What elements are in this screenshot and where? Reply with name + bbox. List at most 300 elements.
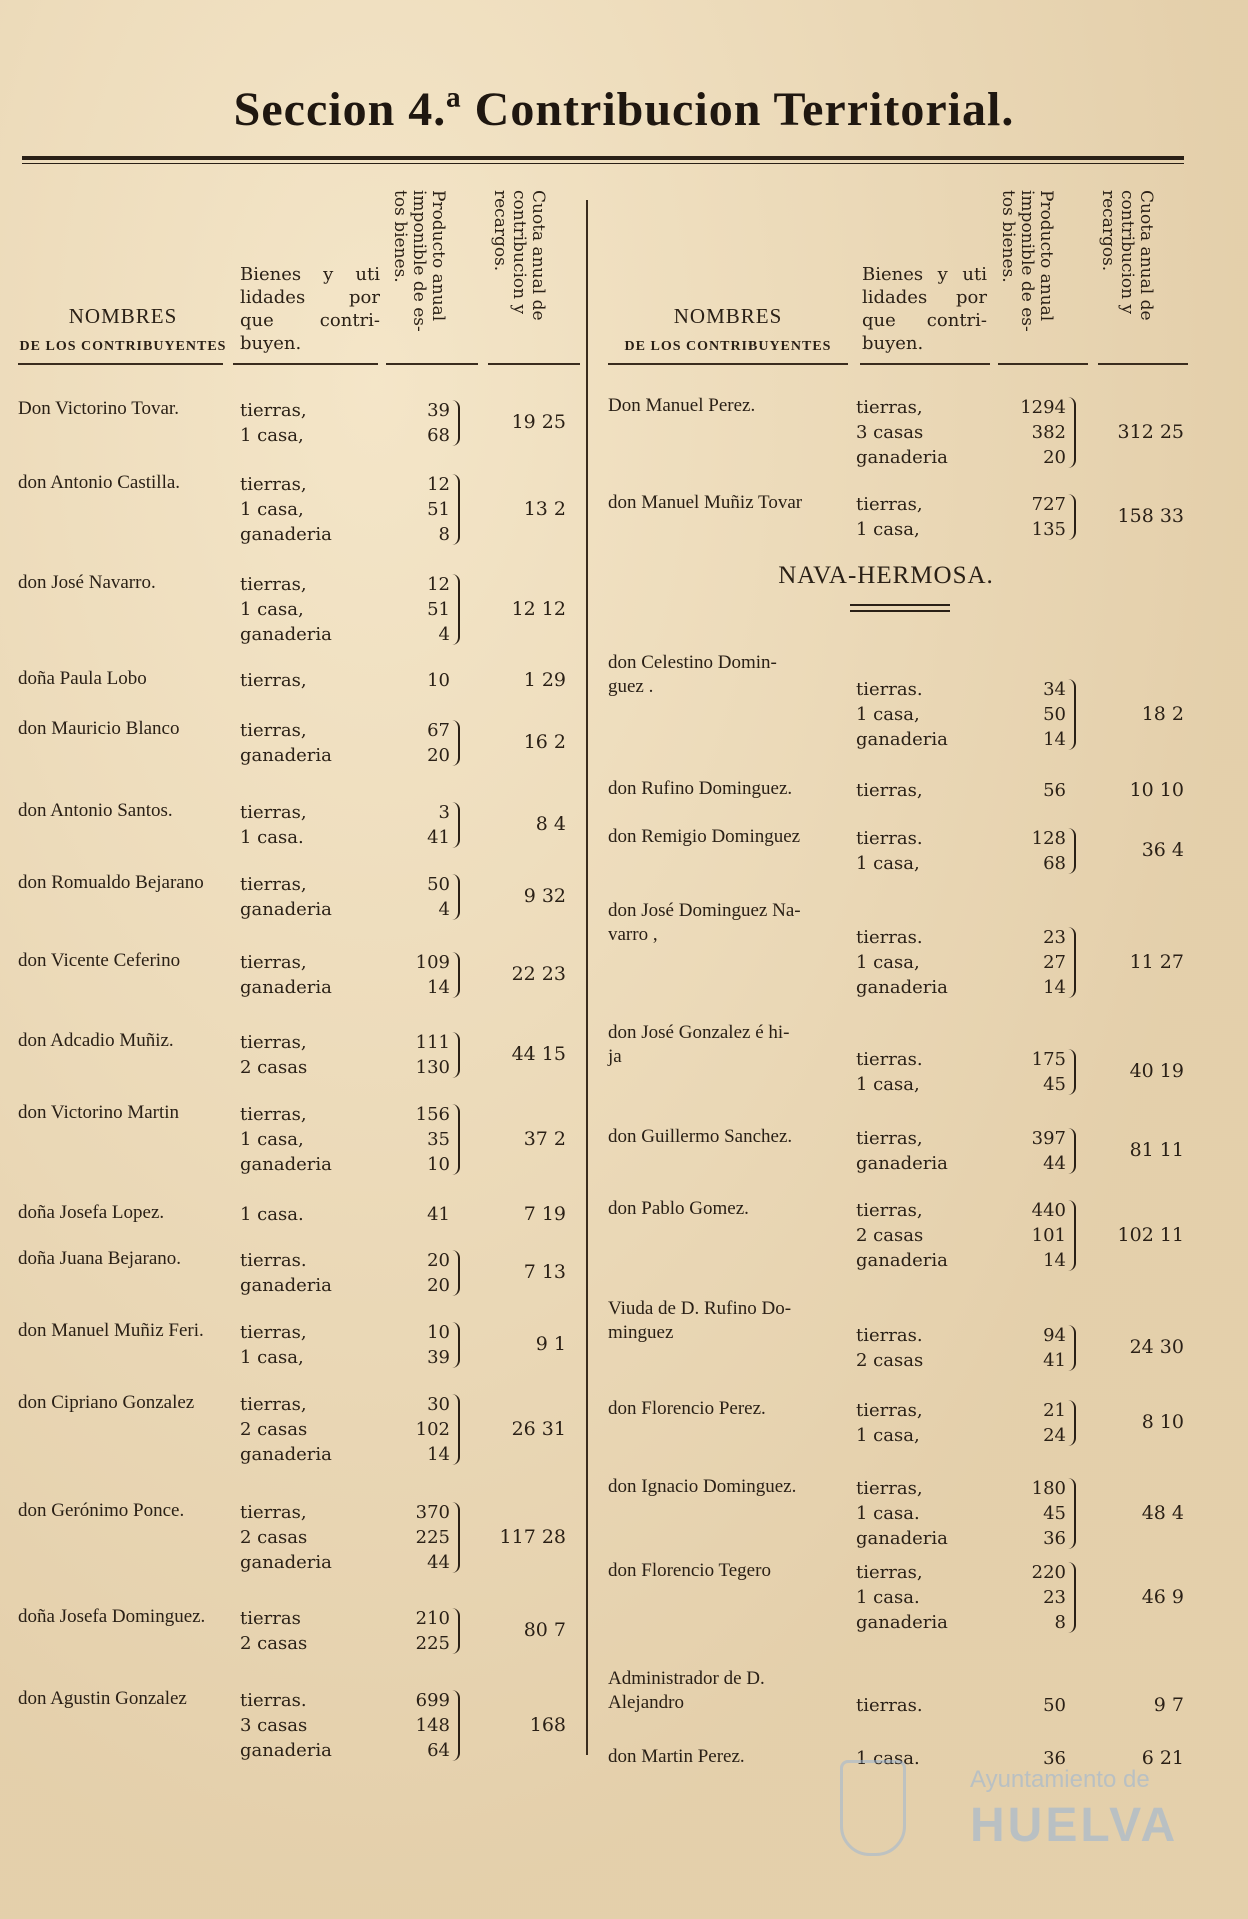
- names-header: NOMBRES DE LOS CONTRIBUYENTES: [19, 304, 227, 354]
- contributor-entry: [608, 900, 1188, 998]
- product-values: [390, 1030, 450, 1080]
- product-value: 23: [1043, 927, 1066, 948]
- product-values: [390, 398, 450, 448]
- contributor-entry: [18, 1248, 598, 1298]
- contribution-quota: 6 21: [1141, 1746, 1184, 1769]
- property-item: 1 casa,: [856, 519, 920, 540]
- grouping-brace: [1068, 927, 1076, 998]
- product-values: [1006, 1560, 1066, 1635]
- product-values: [1006, 677, 1066, 752]
- product-values: [390, 1392, 450, 1467]
- product-value: 14: [427, 1444, 450, 1465]
- product-value: 175: [1031, 1049, 1066, 1070]
- property-item: tierras,: [856, 494, 923, 515]
- contribution-quota: 13 2: [523, 497, 566, 520]
- grouping-brace: [452, 952, 460, 998]
- contributor-name: don Remigio Dominguez: [608, 826, 801, 847]
- property-list: [240, 1030, 307, 1080]
- product-value: 27: [1043, 952, 1066, 973]
- property-item: tierras,: [240, 874, 307, 895]
- product-value: 20: [427, 1250, 450, 1271]
- names-header: NOMBRES DE LOS CONTRIBUYENTES: [624, 304, 832, 354]
- product-values: [390, 572, 450, 647]
- product-value: 51: [427, 499, 450, 520]
- property-item: 2 casas: [856, 1350, 924, 1371]
- property-list: [240, 1248, 332, 1298]
- section-rule: [850, 604, 950, 606]
- product-values: [1006, 1398, 1066, 1448]
- product-value: 23: [1043, 1587, 1066, 1608]
- property-item: 1 casa.: [856, 1748, 920, 1769]
- contributor-name: doña Josefa Lopez.: [18, 1202, 165, 1223]
- contribution-quota: 36 4: [1141, 839, 1184, 861]
- property-item: tierras: [240, 1608, 301, 1629]
- contribution-quota: 80 7: [523, 1619, 566, 1641]
- product-value: 35: [427, 1129, 450, 1150]
- property-item: tierras.: [240, 1690, 307, 1711]
- product-values: [390, 1320, 450, 1370]
- contribution-quota: 168: [529, 1713, 566, 1736]
- product-value: 44: [427, 1552, 450, 1573]
- contribution-quota: 7 13: [523, 1261, 566, 1283]
- contributor-entry: [18, 668, 598, 693]
- property-item: 1 casa,: [240, 499, 304, 520]
- contributor-name-continued: guez .: [608, 676, 654, 697]
- contributor-name: don Rufino Dominguez.: [608, 778, 793, 799]
- title-rule-thin: [22, 163, 1184, 164]
- grouping-brace: [1068, 397, 1076, 468]
- property-list: [240, 1392, 332, 1467]
- product-values: [1006, 1693, 1066, 1718]
- property-list: [856, 1693, 923, 1718]
- product-value: 39: [427, 400, 450, 421]
- property-item: 1 casa,: [856, 853, 920, 874]
- contributor-entry: [608, 1126, 1188, 1176]
- section-heading: NAVA-HERMOSA.: [778, 562, 994, 589]
- bienes-header: Bienes y uti lidades por que contri- buyen.: [240, 264, 380, 354]
- product-value: 34: [1043, 679, 1066, 700]
- contributor-entry: [18, 572, 598, 647]
- grouping-brace: [452, 574, 460, 645]
- product-values: [390, 472, 450, 547]
- property-list: [240, 572, 332, 647]
- contribution-quota: 19 25: [511, 411, 566, 433]
- product-value: 210: [415, 1608, 450, 1629]
- product-value: 148: [415, 1715, 450, 1736]
- contributor-name: don Antonio Castilla.: [18, 472, 181, 493]
- product-value: 4: [438, 899, 450, 920]
- contributor-entry: [608, 778, 1188, 803]
- contribution-quota: 7 19: [523, 1202, 566, 1225]
- property-item: ganaderia: [856, 977, 948, 998]
- contributor-name: don Romualdo Bejarano: [18, 872, 204, 893]
- product-values: [390, 1606, 450, 1656]
- property-item: 3 casas: [856, 422, 924, 443]
- property-item: tierras,: [240, 1032, 307, 1053]
- contributor-entry: [608, 395, 1188, 470]
- contributor-name-continued: Alejandro: [608, 1692, 684, 1713]
- property-item: 3 casas: [240, 1715, 308, 1736]
- grouping-brace: [452, 1394, 460, 1465]
- title-rule: [22, 156, 1184, 160]
- grouping-brace: [452, 1322, 460, 1368]
- property-list: [240, 950, 332, 1000]
- product-value: 130: [415, 1057, 450, 1078]
- product-value: 41: [427, 1204, 450, 1225]
- contribution-quota: 26 31: [511, 1417, 566, 1440]
- product-value: 14: [1043, 729, 1066, 750]
- property-item: 2 casas: [240, 1527, 308, 1548]
- product-value: 156: [415, 1104, 450, 1125]
- product-value: 727: [1031, 494, 1066, 515]
- contributor-name-continued: ja: [608, 1046, 622, 1067]
- contributor-entry: [608, 1198, 1188, 1273]
- left-header: [18, 190, 580, 365]
- contributor-entry: [608, 1560, 1188, 1635]
- contribution-quota: 8 4: [535, 813, 566, 835]
- contribution-quota: 10 10: [1129, 778, 1184, 801]
- property-item: tierras,: [856, 1562, 923, 1583]
- contribution-quota: 1 29: [523, 668, 566, 691]
- contributor-entry: [18, 1688, 598, 1763]
- property-item: tierras.: [856, 1325, 923, 1346]
- property-list: [240, 1102, 332, 1177]
- property-item: ganaderia: [240, 1552, 332, 1573]
- contribution-quota: 40 19: [1129, 1060, 1184, 1082]
- contribution-quota: 16 2: [523, 731, 566, 753]
- contributor-entry: [18, 800, 598, 850]
- contributor-entry: [18, 398, 598, 448]
- grouping-brace: [1068, 1400, 1076, 1446]
- property-item: tierras,: [240, 952, 307, 973]
- property-list: [856, 1560, 948, 1635]
- product-value: 41: [1043, 1350, 1066, 1371]
- product-values: [390, 800, 450, 850]
- product-value: 24: [1043, 1425, 1066, 1446]
- property-list: [856, 1476, 948, 1551]
- contributor-name: don Agustin Gonzalez: [18, 1688, 187, 1709]
- contribution-quota: 12 12: [511, 597, 566, 620]
- product-values: [1006, 1323, 1066, 1373]
- contribution-quota: 117 28: [499, 1525, 566, 1548]
- grouping-brace: [452, 474, 460, 545]
- product-value: 10: [427, 1322, 450, 1343]
- contributor-entry: [608, 1668, 1188, 1716]
- contributor-name: don Florencio Tegero: [608, 1560, 771, 1581]
- left-column: [18, 190, 580, 365]
- property-item: tierras.: [856, 828, 923, 849]
- product-value: 67: [427, 720, 450, 741]
- contributor-entry: [608, 1022, 1188, 1095]
- grouping-brace: [1068, 828, 1076, 874]
- product-value: 4: [438, 624, 450, 645]
- property-item: tierras,: [856, 1128, 923, 1149]
- product-values: [1006, 1476, 1066, 1551]
- product-value: 382: [1031, 422, 1066, 443]
- product-value: 20: [427, 1275, 450, 1296]
- contributor-entry: [18, 718, 598, 768]
- product-value: 30: [427, 1394, 450, 1415]
- product-value: 45: [1043, 1074, 1066, 1095]
- product-value: 56: [1043, 780, 1066, 801]
- grouping-brace: [1068, 1562, 1076, 1633]
- property-item: ganaderia: [856, 1153, 948, 1174]
- property-item: tierras.: [856, 1049, 923, 1070]
- contributor-entry: [18, 1392, 598, 1467]
- property-list: [240, 1688, 332, 1763]
- grouping-brace: [1068, 494, 1076, 540]
- product-values: [1006, 1047, 1066, 1097]
- product-values: [1006, 778, 1066, 803]
- property-item: 1 casa,: [856, 704, 920, 725]
- product-values: [390, 1500, 450, 1575]
- property-item: ganaderia: [240, 624, 332, 645]
- property-item: tierras,: [240, 1502, 307, 1523]
- contribution-quota: 81 11: [1129, 1139, 1184, 1161]
- property-list: [856, 778, 923, 803]
- contribution-quota: 9 7: [1153, 1693, 1184, 1716]
- property-item: tierras,: [240, 670, 307, 691]
- property-item: 2 casas: [240, 1633, 308, 1654]
- property-list: [856, 1323, 923, 1373]
- contributor-name: don Victorino Martin: [18, 1102, 180, 1123]
- grouping-brace: [452, 1502, 460, 1573]
- product-value: 440: [1031, 1200, 1066, 1221]
- contributor-name-continued: varro ,: [608, 924, 658, 945]
- property-item: tierras.: [856, 1695, 923, 1716]
- product-value: 135: [1031, 519, 1066, 540]
- property-list: [240, 872, 332, 922]
- contributor-name: don Celestino Domin-: [608, 652, 777, 673]
- product-value: 14: [1043, 977, 1066, 998]
- product-value: 101: [1031, 1225, 1066, 1246]
- property-item: 1 casa.: [856, 1587, 920, 1608]
- property-item: ganaderia: [240, 1154, 332, 1175]
- contribution-quota: 9 32: [523, 885, 566, 907]
- property-item: tierras,: [856, 1200, 923, 1221]
- product-values: [390, 718, 450, 768]
- product-value: 68: [427, 425, 450, 446]
- property-item: tierras,: [856, 397, 923, 418]
- contribution-quota: 102 11: [1117, 1223, 1184, 1246]
- contribution-quota: 11 27: [1129, 950, 1184, 973]
- producto-header: Producto anual imponible de es- tos bienes.: [998, 190, 1056, 332]
- contributor-name: doña Juana Bejarano.: [18, 1248, 182, 1269]
- contributor-entry: [18, 872, 598, 922]
- product-value: 12: [427, 574, 450, 595]
- product-values: [1006, 492, 1066, 542]
- grouping-brace: [452, 720, 460, 766]
- property-list: [240, 398, 307, 448]
- property-item: ganaderia: [240, 1740, 332, 1761]
- property-item: 1 casa,: [240, 599, 304, 620]
- contributor-name-continued: minguez: [608, 1322, 674, 1343]
- grouping-brace: [452, 1690, 460, 1761]
- property-list: [856, 1126, 948, 1176]
- product-value: 102: [415, 1419, 450, 1440]
- property-list: [240, 1606, 307, 1656]
- contributor-name: don Gerónimo Ponce.: [18, 1500, 185, 1521]
- product-value: 397: [1031, 1128, 1066, 1149]
- product-values: [1006, 1198, 1066, 1273]
- contributor-entry: [608, 1476, 1188, 1551]
- product-values: [390, 872, 450, 922]
- grouping-brace: [452, 400, 460, 446]
- property-list: [240, 1320, 307, 1370]
- product-value: 370: [415, 1502, 450, 1523]
- product-value: 51: [427, 599, 450, 620]
- product-value: 14: [427, 977, 450, 998]
- contributor-entry: [608, 652, 1188, 750]
- product-value: 109: [415, 952, 450, 973]
- product-values: [390, 1102, 450, 1177]
- property-item: 1 casa,: [240, 1129, 304, 1150]
- contribution-quota: 158 33: [1117, 505, 1184, 527]
- product-values: [390, 1202, 450, 1227]
- product-value: 45: [1043, 1503, 1066, 1524]
- property-list: [856, 492, 923, 542]
- contributor-name: don Adcadio Muñiz.: [18, 1030, 174, 1051]
- property-item: 2 casas: [856, 1225, 924, 1246]
- property-item: ganaderia: [856, 1250, 948, 1271]
- contributor-entry: [18, 1606, 598, 1656]
- contributor-name: doña Paula Lobo: [18, 668, 147, 689]
- property-item: tierras.: [856, 679, 923, 700]
- contributor-name: don Vicente Ceferino: [18, 950, 181, 971]
- contributor-entry: [18, 472, 598, 547]
- grouping-brace: [452, 874, 460, 920]
- property-item: 2 casas: [240, 1057, 308, 1078]
- grouping-brace: [452, 1032, 460, 1078]
- property-list: [856, 826, 923, 876]
- contributor-name: Viuda de D. Rufino Do-: [608, 1298, 792, 1319]
- product-value: 10: [427, 670, 450, 691]
- property-item: 1 casa,: [856, 1425, 920, 1446]
- property-item: 1 casa.: [856, 1503, 920, 1524]
- property-list: [240, 800, 307, 850]
- property-item: tierras,: [240, 802, 307, 823]
- contributor-name: don José Gonzalez é hi-: [608, 1022, 790, 1043]
- product-value: 111: [415, 1032, 450, 1053]
- contributor-name: don Florencio Perez.: [608, 1398, 766, 1419]
- product-value: 44: [1043, 1153, 1066, 1174]
- property-item: 2 casas: [240, 1419, 308, 1440]
- contributor-entry: [18, 1102, 598, 1177]
- contribution-quota: 312 25: [1117, 420, 1184, 443]
- product-value: 36: [1043, 1748, 1066, 1769]
- product-value: 128: [1031, 828, 1066, 849]
- contributor-entry: [18, 950, 598, 1000]
- contributor-name: doña Josefa Dominguez.: [18, 1606, 206, 1627]
- property-list: [240, 472, 332, 547]
- product-value: 94: [1043, 1325, 1066, 1346]
- cuota-header: Cuota anual de contribucion y recargos.: [490, 190, 548, 321]
- property-list: [856, 1398, 923, 1448]
- property-list: [856, 925, 948, 1000]
- contribution-quota: 8 10: [1141, 1411, 1184, 1433]
- property-list: [856, 395, 948, 470]
- property-item: tierras,: [240, 474, 307, 495]
- property-item: ganaderia: [240, 745, 332, 766]
- page-title: Seccion 4.ª Contribucion Territorial.: [233, 83, 1015, 136]
- property-item: ganaderia: [856, 1528, 948, 1549]
- contribution-quota: 24 30: [1129, 1336, 1184, 1358]
- contributor-name: Administrador de D.: [608, 1668, 765, 1689]
- product-values: [1006, 826, 1066, 876]
- product-value: 225: [415, 1527, 450, 1548]
- grouping-brace: [1068, 1128, 1076, 1174]
- property-item: tierras,: [856, 780, 923, 801]
- product-value: 225: [415, 1633, 450, 1654]
- property-item: ganaderia: [856, 729, 948, 750]
- property-item: tierras,: [240, 1104, 307, 1125]
- property-item: tierras,: [240, 720, 307, 741]
- product-value: 8: [438, 524, 450, 545]
- property-list: [240, 1202, 304, 1227]
- contribution-quota: 46 9: [1141, 1585, 1184, 1608]
- grouping-brace: [1068, 1200, 1076, 1271]
- product-value: 36: [1043, 1528, 1066, 1549]
- contributor-name: don Manuel Muñiz Feri.: [18, 1320, 204, 1341]
- product-value: 39: [427, 1347, 450, 1368]
- contributor-entry: [18, 1500, 598, 1575]
- property-item: ganaderia: [240, 1444, 332, 1465]
- contributor-entry: [608, 1398, 1188, 1448]
- product-value: 1294: [1020, 397, 1066, 418]
- right-column: [608, 190, 1188, 365]
- product-value: 50: [427, 874, 450, 895]
- contributor-name: don Mauricio Blanco: [18, 718, 180, 739]
- contributor-entry: [608, 492, 1188, 542]
- contributor-name: don Pablo Gomez.: [608, 1198, 749, 1219]
- contributor-name: don José Navarro.: [18, 572, 156, 593]
- contributor-entry: [18, 1030, 598, 1080]
- contribution-quota: 48 4: [1141, 1501, 1184, 1524]
- product-values: [390, 950, 450, 1000]
- grouping-brace: [1068, 1478, 1076, 1549]
- contributor-entry: [18, 1320, 598, 1370]
- product-value: 50: [1043, 1695, 1066, 1716]
- property-item: tierras.: [856, 927, 923, 948]
- property-list: [240, 1500, 332, 1575]
- grouping-brace: [1068, 679, 1076, 750]
- product-value: 50: [1043, 704, 1066, 725]
- contribution-quota: 44 15: [511, 1043, 566, 1065]
- archive-watermark: Ayuntamiento de HUELVA: [840, 1760, 1190, 1870]
- contributor-name: don Antonio Santos.: [18, 800, 173, 821]
- bienes-header: Bienes y uti lidades por que contri- buyen.: [862, 264, 987, 354]
- property-item: 1 casa,: [856, 1074, 920, 1095]
- product-value: 8: [1054, 1612, 1066, 1633]
- product-value: 3: [438, 802, 450, 823]
- property-item: ganaderia: [856, 1612, 948, 1633]
- product-value: 14: [1043, 1250, 1066, 1271]
- contribution-quota: 22 23: [511, 963, 566, 985]
- property-item: 1 casa,: [240, 425, 304, 446]
- property-item: tierras.: [240, 1250, 307, 1271]
- product-values: [1006, 925, 1066, 1000]
- product-value: 41: [427, 827, 450, 848]
- grouping-brace: [1068, 1325, 1076, 1371]
- product-value: 10: [427, 1154, 450, 1175]
- grouping-brace: [452, 1250, 460, 1296]
- contributor-entry: [18, 1202, 598, 1227]
- contributor-name: don Ignacio Dominguez.: [608, 1476, 797, 1497]
- contributor-entry: [608, 826, 1188, 876]
- product-value: 68: [1043, 853, 1066, 874]
- contribution-quota: 9 1: [535, 1333, 566, 1355]
- product-values: [1006, 395, 1066, 470]
